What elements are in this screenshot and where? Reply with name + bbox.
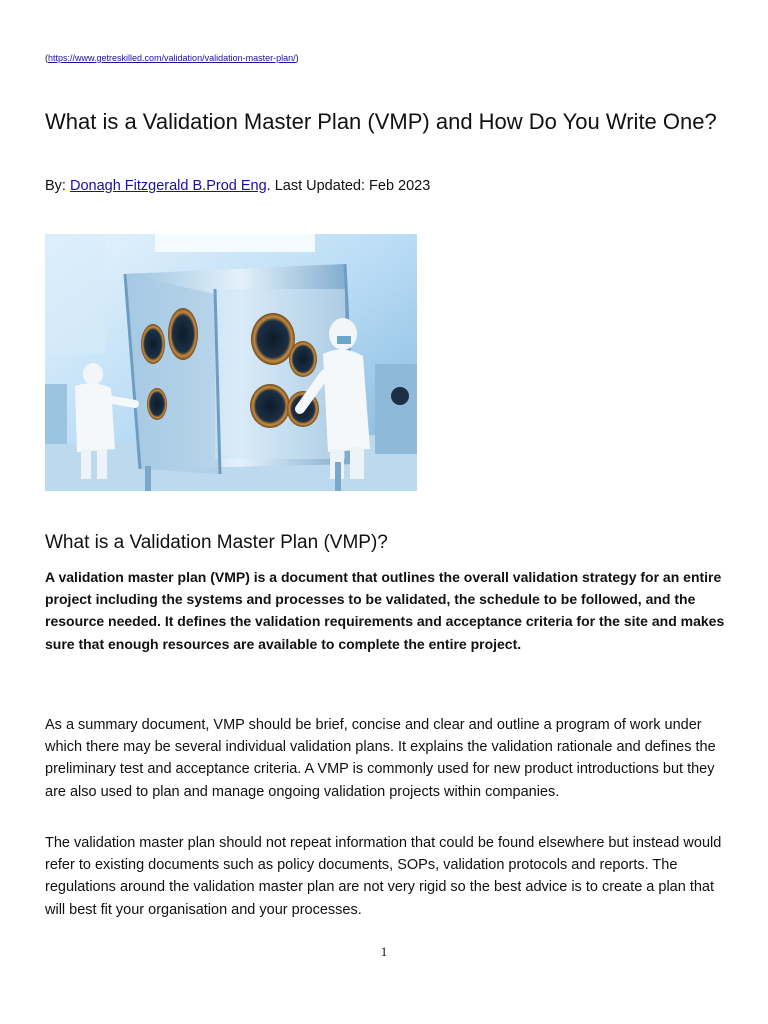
source-url-line [45, 53, 299, 63]
body-paragraph-2: The validation master plan should not repeat information that could be found elsewhere but instead would refer to existing documents such as policy documents, SOPs, validation protocols and reports. The regulations around the validation master plan are not very rigid so the best advice is to create a plan that will best fit your organisation and your processes. [45, 835, 722, 918]
cleanroom-illustration [45, 234, 417, 491]
body-paragraph-1: As a summary document, VMP should be brief, concise and clear and outline a program of work under which there may be several individual validation plans. It explains the validation rationale and defines the preliminary test and acceptance criteria. A VMP is commonly used for new product introductions but they are also used to plan and manage ongoing validation projects within companies. [45, 717, 716, 800]
page-number: 1 [380, 944, 388, 959]
byline-prefix: By: [45, 178, 70, 194]
byline [45, 176, 430, 196]
source-open-paren: ( [45, 53, 48, 63]
source-url-link[interactable]: https://www.getreskilled.com/validation/validation-master-plan/ [48, 53, 296, 63]
article-title: What is a Validation Master Plan (VMP) and How Do You Write One? [45, 109, 717, 134]
author-link[interactable]: Donagh Fitzgerald B.Prod Eng [69, 178, 267, 194]
source-close-paren: ) [295, 53, 299, 63]
lead-paragraph: A validation master plan (VMP) is a document that outlines the overall validation strategy for an entire project including the systems and processes to be validated, the schedule to be followed, and the resource needed. It defines the validation requirements and acceptance criteria for the site and makes sure that enough resources are available to complete the entire project. [45, 569, 725, 652]
byline-updated: . Last Updated: Feb 2023 [266, 178, 431, 194]
cleanroom-photo [45, 234, 417, 491]
section-heading: What is a Validation Master Plan (VMP)? [45, 532, 388, 553]
